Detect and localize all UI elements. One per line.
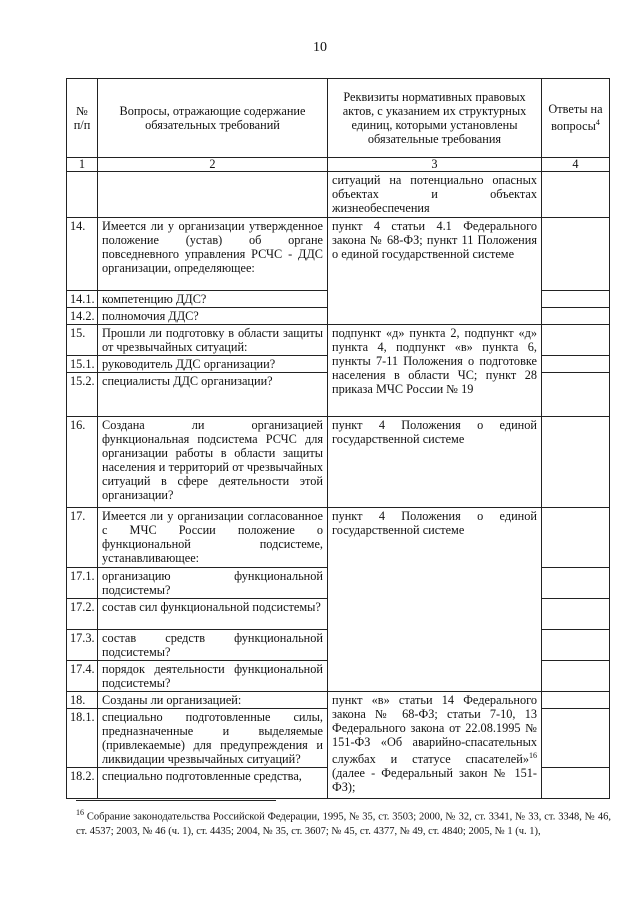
row-question: компетенцию ДДС? xyxy=(98,291,328,308)
row-answer xyxy=(542,325,610,356)
table-row xyxy=(67,325,610,356)
row-question: состав сил функциональной подсистемы? xyxy=(98,599,328,630)
row-answer xyxy=(542,291,610,308)
table-header-row xyxy=(67,79,610,158)
row-answer xyxy=(542,308,610,325)
row-requisites: пункт 4 Положения о единой государственной системе xyxy=(328,417,542,508)
row-answer xyxy=(542,417,610,508)
header-requisites: Реквизиты нормативных правовых актов, с указанием их структурных единиц, которыми установлены обязательные требования xyxy=(328,79,542,158)
header-answers: Ответы на вопросы$^4$ xyxy=(542,79,610,158)
row-number: 18.2. xyxy=(67,768,98,799)
row-question: Созданы ли организацией: xyxy=(98,692,328,709)
row-question: Прошли ли подготовку в области защиты от чрезвычайных ситуаций: xyxy=(98,325,328,356)
row-number: 15.1. xyxy=(67,356,98,373)
row-question: специально подготовленные средства, xyxy=(98,768,328,799)
table-row xyxy=(67,218,610,291)
row-number: 17.3. xyxy=(67,630,98,661)
row-number: 17. xyxy=(67,508,98,568)
row-answer xyxy=(542,508,610,568)
row-number xyxy=(67,172,98,218)
row-requisites: подпункт «д» пункта 2, подпункт «д» пункта 4, подпункт «в» пункта 6, пункты 7-11 Положения о подготовке населения в области ЧС; пункт 28 приказа МЧС России № 19 xyxy=(328,325,542,417)
row-answer xyxy=(542,373,610,417)
row-question: Имеется ли у организации утвержденное положение (устав) об органе повседневного управления РСЧС - ДДС организации, определяющее: xyxy=(98,218,328,291)
row-question: состав средств функциональной подсистемы? xyxy=(98,630,328,661)
col-number: 2 xyxy=(98,158,328,172)
row-number: 14. xyxy=(67,218,98,291)
requirements-table xyxy=(66,78,610,799)
row-number: 16. xyxy=(67,417,98,508)
row-requisites: ситуаций на потенциально опасных объектах и объектах жизнеобеспечения xyxy=(328,172,542,218)
row-number: 17.1. xyxy=(67,568,98,599)
column-number-row xyxy=(67,158,610,172)
col-number: 1 xyxy=(67,158,98,172)
row-requisites: пункт «в» статьи 14 Федерального закона № 68-ФЗ; статьи 7-10, 13 Федерального закона от 22.08.1995 № 151-ФЗ «Об аварийно-спасательных службах и статусе спасателей»$^{16}$ (далее - Федеральный закон № 151-ФЗ); xyxy=(328,692,542,799)
row-number: 17.2. xyxy=(67,599,98,630)
row-answer xyxy=(542,630,610,661)
row-number: 17.4. xyxy=(67,661,98,692)
row-question: порядок деятельности функциональной подсистемы? xyxy=(98,661,328,692)
row-number: 18. xyxy=(67,692,98,709)
row-answer xyxy=(542,568,610,599)
row-answer xyxy=(542,768,610,799)
row-number: 18.1. xyxy=(67,709,98,768)
row-answer xyxy=(542,356,610,373)
page-number: 10 xyxy=(313,40,327,55)
row-number: 14.2. xyxy=(67,308,98,325)
row-question: Имеется ли у организации согласованное с МЧС России положение о функциональной подсистеме, устанавливающее: xyxy=(98,508,328,568)
table-row xyxy=(67,508,610,568)
row-question xyxy=(98,172,328,218)
row-question: Создана ли организацией функциональная подсистема РСЧС для организации работы в области защиты населения и территорий от чрезвычайных ситуаций в сфере деятельности этой организации? xyxy=(98,417,328,508)
row-number: 14.1. xyxy=(67,291,98,308)
col-number: 3 xyxy=(328,158,542,172)
row-number: 15.2. xyxy=(67,373,98,417)
row-answer xyxy=(542,599,610,630)
row-answer xyxy=(542,692,610,709)
row-answer xyxy=(542,661,610,692)
row-question: специалисты ДДС организации? xyxy=(98,373,328,417)
row-question: руководитель ДДС организации? xyxy=(98,356,328,373)
header-num: № п/п xyxy=(67,79,98,158)
row-question: организацию функциональной подсистемы? xyxy=(98,568,328,599)
header-questions: Вопросы, отражающие содержание обязательных требований xyxy=(98,79,328,158)
row-number: 15. xyxy=(67,325,98,356)
row-question: полномочия ДДС? xyxy=(98,308,328,325)
col-number: 4 xyxy=(542,158,610,172)
footnote: $^{16}$ Собрание законодательства Российской Федерации, 1995, № 35, ст. 3503; 2000, № 32, ст. 3341, № 33, ст. 3348, № 46, ст. 4537; 2003, № 46 (ч. 1), ст. 4435; 2004, № 35, ст. 3607; № 45, ст. 4377, № 49, ст. 4840; 2005, № 1 (ч. 1), xyxy=(76,808,611,837)
row-answer xyxy=(542,172,610,218)
row-answer xyxy=(542,218,610,291)
table-row xyxy=(67,692,610,709)
footnote-separator xyxy=(76,800,276,801)
row-requisites: пункт 4 Положения о единой государственной системе xyxy=(328,508,542,692)
row-requisites: пункт 4 статьи 4.1 Федерального закона № 68-ФЗ; пункт 11 Положения о единой государственной системе xyxy=(328,218,542,325)
table-row xyxy=(67,172,610,218)
table-row xyxy=(67,417,610,508)
row-question: специально подготовленные силы, предназначенные и выделяемые (привлекаемые) для предупреждения и ликвидации чрезвычайных ситуаций? xyxy=(98,709,328,768)
row-answer xyxy=(542,709,610,768)
